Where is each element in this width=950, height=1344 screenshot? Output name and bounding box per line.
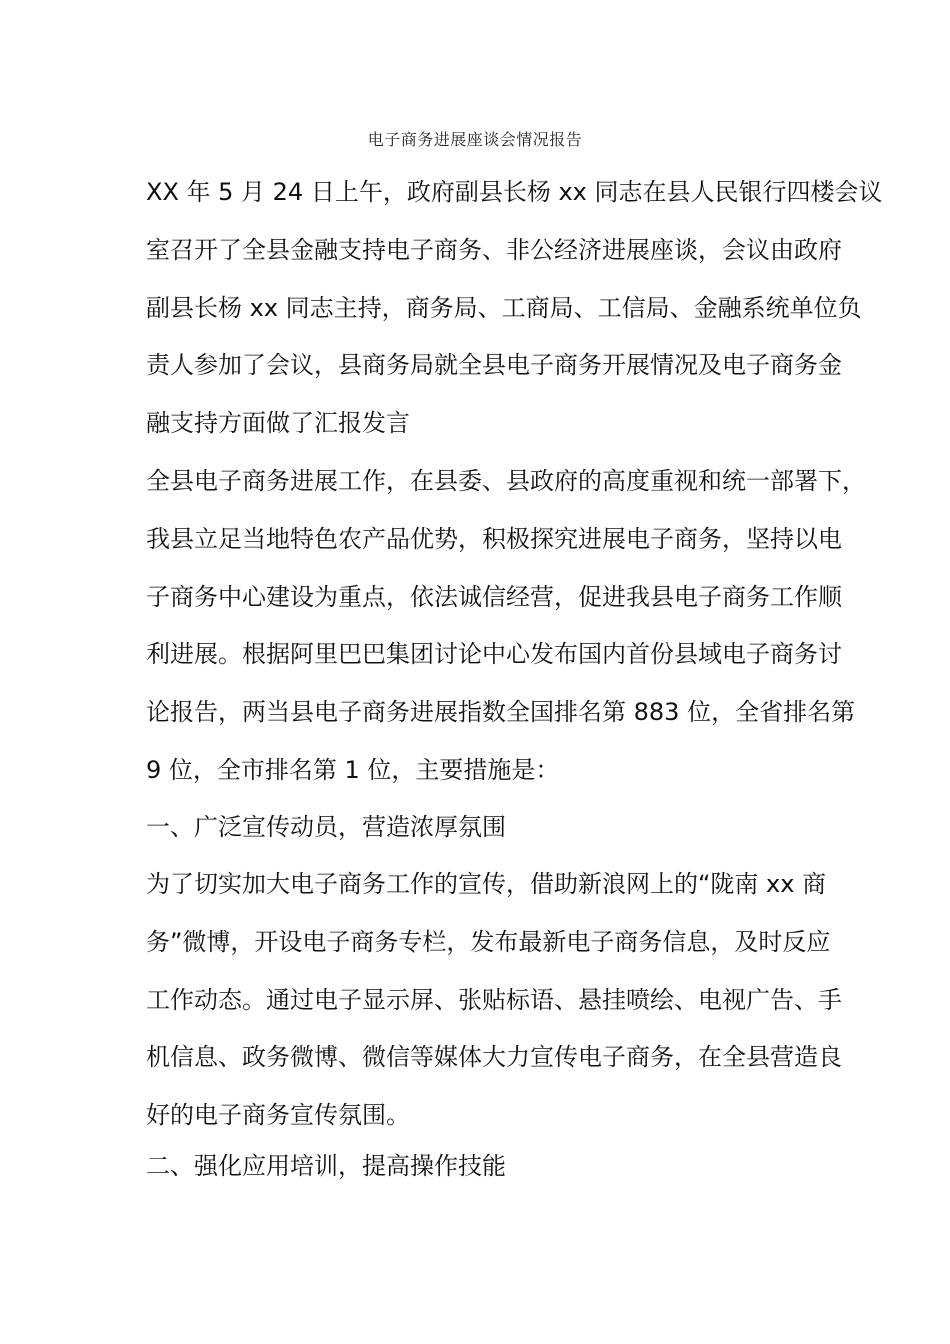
heading-text: 二、强化应用培训，提高操作技能 [146, 1152, 506, 1180]
text-line: 室召开了全县金融支持电子商务、非公经济进展座谈，会议由政府 [146, 235, 842, 264]
text-line: 责人参加了会议，县商务局就全县电子商务开展情况及电子商务金 [146, 351, 842, 380]
section-heading-publicity [146, 799, 826, 857]
text-line: 好的电子商务宣传氛围。 [146, 1101, 410, 1130]
text-line: 利进展。根据阿里巴巴集团讨论中心发布国内首份县域电子商务讨 [146, 640, 842, 669]
text-line: 全县电子商务进展工作，在县委、县政府的高度重视和统一部署下， [146, 467, 866, 495]
document-title: 电子商务进展座谈会情况报告 [367, 130, 583, 149]
paragraph-publicity-details [146, 856, 842, 1145]
heading-text: 一、广泛宣传动员，营造浓厚氛围 [146, 813, 506, 841]
paragraph-meeting-summary [146, 164, 883, 453]
text-line: XX 年 5 月 24 日上午，政府副县长杨 xx 同志在县人民银行四楼会议 [146, 178, 883, 206]
text-line: 9 位，全市排名第 1 位，主要措施是： [146, 755, 560, 784]
text-line: 我县立足当地特色农产品优势，积极探究进展电子商务，坚持以电 [146, 524, 842, 553]
text-line: 融支持方面做了汇报发言 [146, 409, 410, 438]
text-line: 工作动态。通过电子显示屏、张贴标语、悬挂喷绘、电视广告、手 [146, 985, 842, 1014]
text-line: 为了切实加大电子商务工作的宣传，借助新浪网上的“陇南 xx 商 [146, 870, 827, 898]
text-line: 副县长杨 xx 同志主持，商务局、工商局、工信局、金融系统单位负 [146, 293, 862, 322]
text-line: 机信息、政务微博、微信等媒体大力宣传电子商务，在全县营造良 [146, 1043, 842, 1072]
paragraph-progress-overview [146, 453, 866, 800]
text-line: 论报告，两当县电子商务进展指数全国排名第 883 位，全省排名第 [146, 698, 856, 727]
text-line: 子商务中心建设为重点，依法诚信经营，促进我县电子商务工作顺 [146, 582, 842, 611]
text-line: 务”微博，开设电子商务专栏，发布最新电子商务信息，及时反应 [146, 927, 831, 956]
section-heading-training [146, 1138, 826, 1196]
